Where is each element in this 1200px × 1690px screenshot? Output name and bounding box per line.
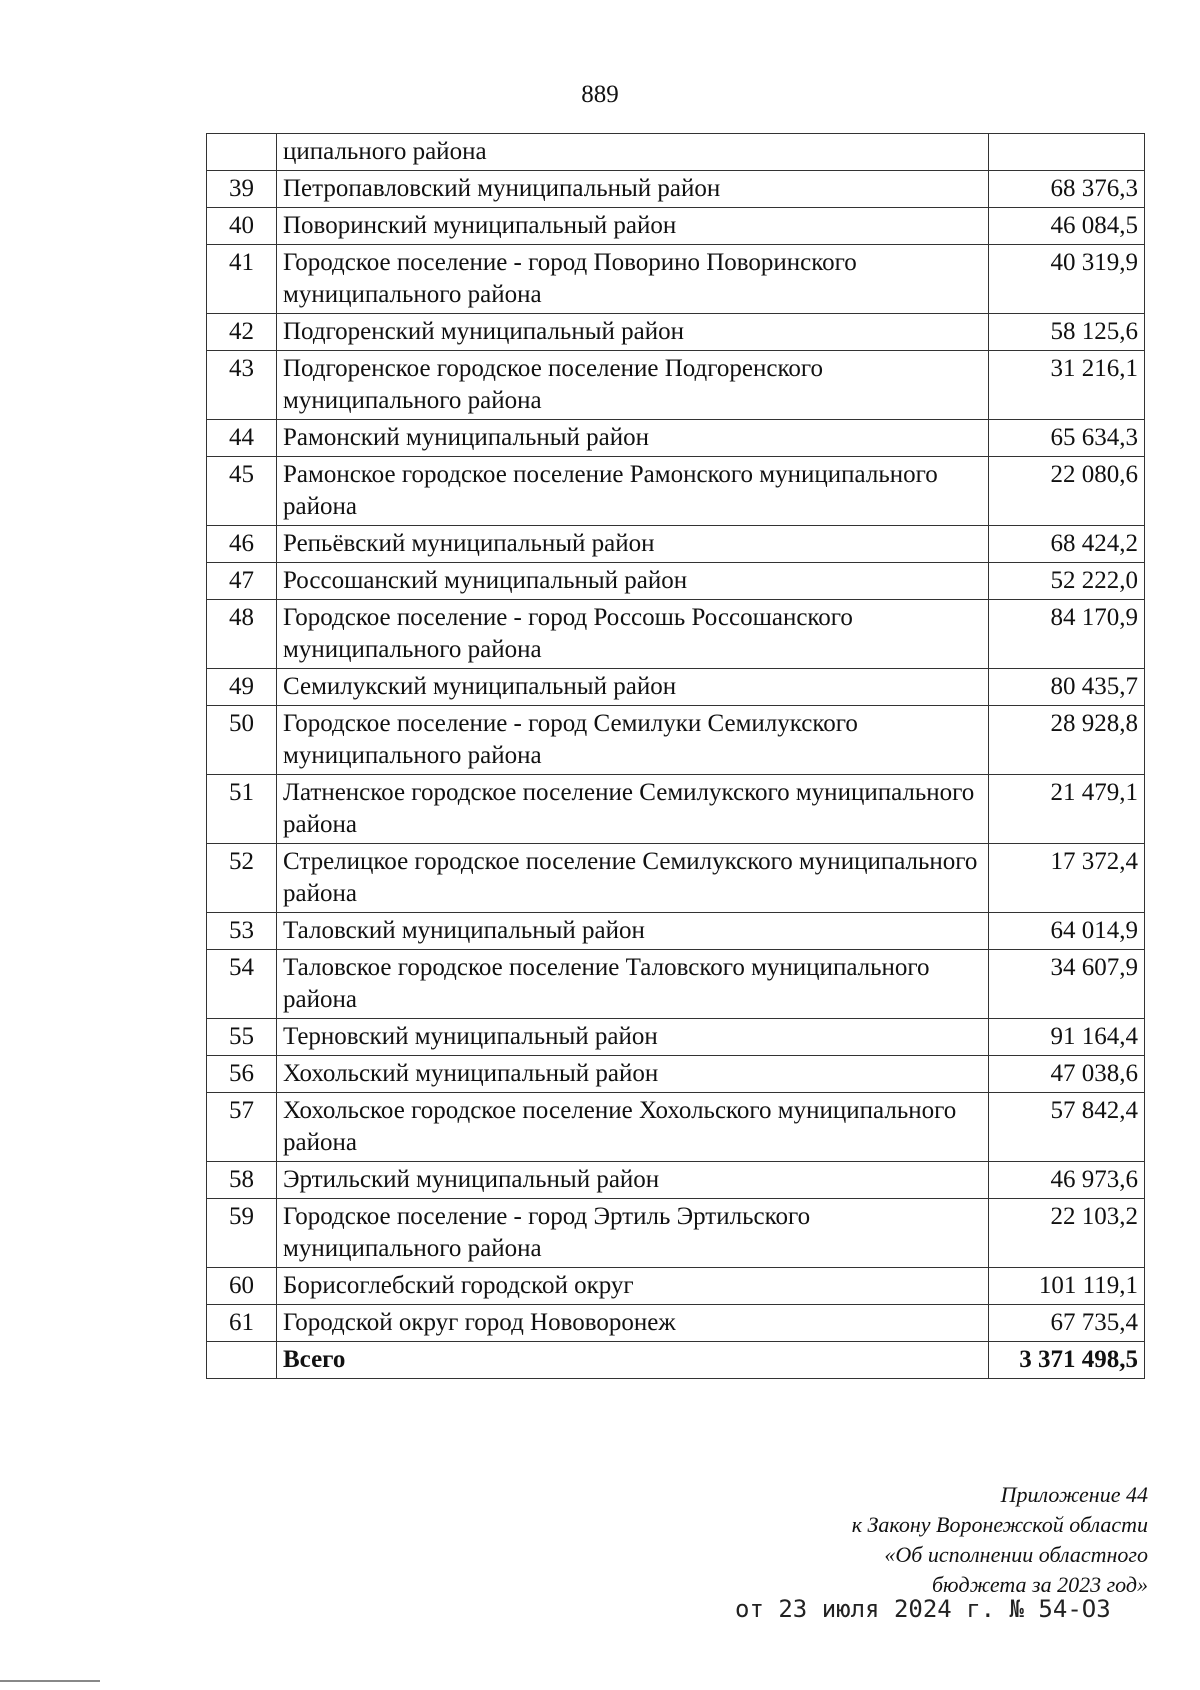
row-number-cell: 48 (207, 600, 277, 669)
table-row-total (207, 1342, 1145, 1379)
row-name-cell: Городское поселение - город Поворино Поворинского муниципального района (277, 245, 989, 314)
table-row (207, 600, 1145, 669)
row-number-cell: 61 (207, 1305, 277, 1342)
table-row (207, 314, 1145, 351)
row-number-cell: 39 (207, 171, 277, 208)
row-name-cell: Рамонское городское поселение Рамонского муниципального района (277, 457, 989, 526)
table-row (207, 208, 1145, 245)
row-number-cell: 50 (207, 706, 277, 775)
row-number-cell: 57 (207, 1093, 277, 1162)
row-amount-cell (989, 134, 1145, 171)
table-row-continued (207, 134, 1145, 171)
row-number-cell: 45 (207, 457, 277, 526)
appendix-note (852, 1480, 1148, 1600)
appendix-line: к Закону Воронежской области (851, 1512, 1148, 1537)
table-row (207, 706, 1145, 775)
row-amount-cell: 22 080,6 (989, 457, 1145, 526)
row-name-cell: ципального района (277, 134, 989, 171)
table-row (207, 1162, 1145, 1199)
table-row (207, 775, 1145, 844)
table-row (207, 1056, 1145, 1093)
row-number-cell: 54 (207, 950, 277, 1019)
row-number-cell: 52 (207, 844, 277, 913)
row-amount-cell: 64 014,9 (989, 913, 1145, 950)
appendix-line: Приложение 44 (1000, 1482, 1148, 1507)
table-row (207, 420, 1145, 457)
row-name-cell: Подгоренское городское поселение Подгоренского муниципального района (277, 351, 989, 420)
row-number-cell: 58 (207, 1162, 277, 1199)
row-amount-cell: 28 928,8 (989, 706, 1145, 775)
row-number-cell: 56 (207, 1056, 277, 1093)
table-row (207, 563, 1145, 600)
row-amount-cell: 52 222,0 (989, 563, 1145, 600)
row-name-cell: Хохольский муниципальный район (277, 1056, 989, 1093)
row-name-cell: Россошанский муниципальный район (277, 563, 989, 600)
row-name-cell: Борисоглебский городской округ (277, 1268, 989, 1305)
row-amount-cell: 65 634,3 (989, 420, 1145, 457)
budget-table-body (207, 134, 1145, 1379)
row-number-cell: 42 (207, 314, 277, 351)
row-number-cell: 40 (207, 208, 277, 245)
row-amount-cell: 21 479,1 (989, 775, 1145, 844)
row-amount-cell: 22 103,2 (989, 1199, 1145, 1268)
row-amount-cell: 31 216,1 (989, 351, 1145, 420)
table-row (207, 526, 1145, 563)
row-name-cell: Эртильский муниципальный район (277, 1162, 989, 1199)
row-amount-cell: 91 164,4 (989, 1019, 1145, 1056)
row-amount-cell: 68 376,3 (989, 171, 1145, 208)
row-amount-cell: 58 125,6 (989, 314, 1145, 351)
row-name-cell: Подгоренский муниципальный район (277, 314, 989, 351)
row-amount-cell: 67 735,4 (989, 1305, 1145, 1342)
row-name-cell: Хохольское городское поселение Хохольского муниципального района (277, 1093, 989, 1162)
table-row (207, 844, 1145, 913)
row-number-cell: 43 (207, 351, 277, 420)
row-number-cell: 51 (207, 775, 277, 844)
row-amount-cell: 101 119,1 (989, 1268, 1145, 1305)
row-number-cell: 53 (207, 913, 277, 950)
table-row (207, 669, 1145, 706)
row-number-cell (207, 134, 277, 171)
page-number: 889 (581, 81, 619, 108)
budget-table (206, 133, 1145, 1379)
row-amount-cell: 46 084,5 (989, 208, 1145, 245)
row-name-cell: Городское поселение - город Эртиль Эртильского муниципального района (277, 1199, 989, 1268)
total-amount-cell: 3 371 498,5 (989, 1342, 1145, 1379)
table-row (207, 1305, 1145, 1342)
row-amount-cell: 17 372,4 (989, 844, 1145, 913)
row-name-cell: Городское поселение - город Семилуки Семилукского муниципального района (277, 706, 989, 775)
total-label-cell: Всего (277, 1342, 989, 1379)
table-row (207, 1268, 1145, 1305)
row-amount-cell: 40 319,9 (989, 245, 1145, 314)
appendix-line: «Об исполнении областного (884, 1542, 1148, 1567)
row-number-cell: 41 (207, 245, 277, 314)
row-amount-cell: 34 607,9 (989, 950, 1145, 1019)
row-number-cell: 60 (207, 1268, 277, 1305)
row-name-cell: Рамонский муниципальный район (277, 420, 989, 457)
row-name-cell: Латненское городское поселение Семилукского муниципального района (277, 775, 989, 844)
row-number-cell: 44 (207, 420, 277, 457)
table-row (207, 351, 1145, 420)
row-amount-cell: 84 170,9 (989, 600, 1145, 669)
row-amount-cell: 80 435,7 (989, 669, 1145, 706)
table-row (207, 245, 1145, 314)
table-row (207, 950, 1145, 1019)
row-number-cell (207, 1342, 277, 1379)
row-name-cell: Таловское городское поселение Таловского муниципального района (277, 950, 989, 1019)
table-row (207, 1019, 1145, 1056)
row-amount-cell: 47 038,6 (989, 1056, 1145, 1093)
table-row (207, 913, 1145, 950)
row-number-cell: 59 (207, 1199, 277, 1268)
row-name-cell: Репьёвский муниципальный район (277, 526, 989, 563)
table-row (207, 457, 1145, 526)
table-row (207, 1093, 1145, 1162)
scan-edge-mark (0, 1680, 100, 1682)
row-name-cell: Петропавловский муниципальный район (277, 171, 989, 208)
row-name-cell: Городское поселение - город Россошь Россошанского муниципального района (277, 600, 989, 669)
row-number-cell: 47 (207, 563, 277, 600)
row-name-cell: Стрелицкое городское поселение Семилукского муниципального района (277, 844, 989, 913)
row-number-cell: 49 (207, 669, 277, 706)
appendix-line: бюджета за 2023 год» (931, 1572, 1148, 1597)
row-name-cell: Таловский муниципальный район (277, 913, 989, 950)
row-amount-cell: 68 424,2 (989, 526, 1145, 563)
row-name-cell: Городской округ город Нововоронеж (277, 1305, 989, 1342)
table-row (207, 171, 1145, 208)
row-number-cell: 55 (207, 1019, 277, 1056)
row-name-cell: Терновский муниципальный район (277, 1019, 989, 1056)
row-name-cell: Поворинский муниципальный район (277, 208, 989, 245)
table-row (207, 1199, 1145, 1268)
row-amount-cell: 46 973,6 (989, 1162, 1145, 1199)
row-name-cell: Семилукский муниципальный район (277, 669, 989, 706)
row-amount-cell: 57 842,4 (989, 1093, 1145, 1162)
row-number-cell: 46 (207, 526, 277, 563)
law-date-stamp: от 23 июля 2024 г. № 54-ОЗ (735, 1595, 1111, 1623)
